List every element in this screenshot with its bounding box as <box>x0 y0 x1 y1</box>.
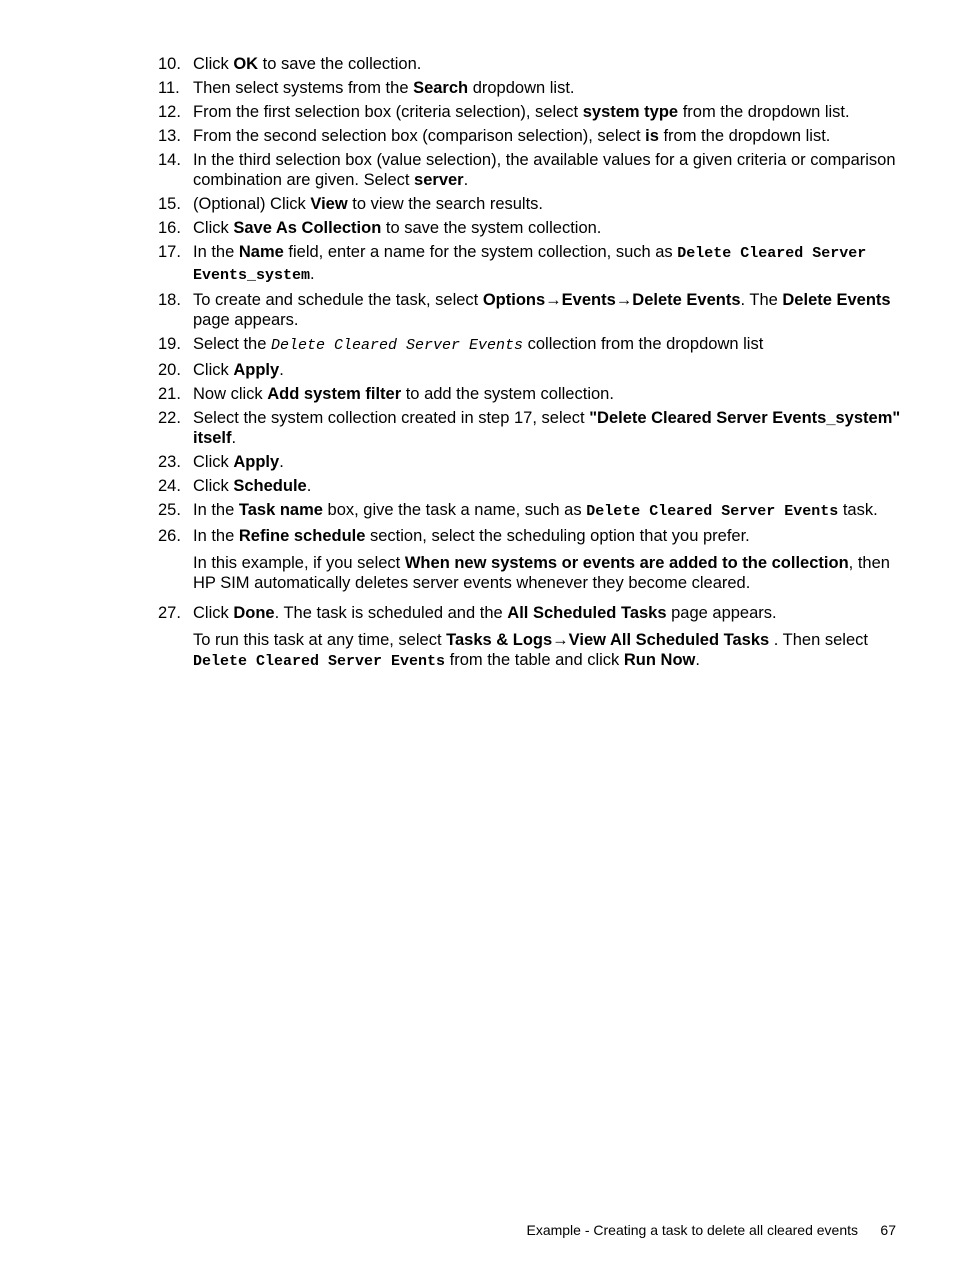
step-note <box>0 553 954 593</box>
step-text <box>193 126 904 146</box>
text-run: . <box>306 477 312 495</box>
step-note <box>0 630 954 672</box>
step-number: 27. <box>158 604 181 622</box>
text-run: to save the system collection. <box>381 219 602 237</box>
step-number: 19. <box>158 335 181 353</box>
text-run: to add the system collection. <box>401 385 614 403</box>
step-text <box>193 408 904 448</box>
text-run: Select the system collection created in step 17, select <box>193 409 590 427</box>
code-literal: Delete Cleared Server Events <box>193 653 446 670</box>
code-literal: Delete Cleared Server Events_system <box>193 245 867 284</box>
text-run: . <box>310 265 315 283</box>
step-text <box>193 603 904 623</box>
step-number: 26. <box>158 527 181 545</box>
step-number: 18. <box>158 291 181 309</box>
text-run: to view the search results. <box>347 195 544 213</box>
step-number: 12. <box>158 103 181 121</box>
ui-term: When new systems or events are added to the collection <box>404 554 849 572</box>
step-text <box>193 526 904 546</box>
text-run: Click <box>193 477 234 495</box>
list-item <box>0 150 954 190</box>
text-run: To run this task at any time, select <box>193 631 447 649</box>
list-item <box>0 476 954 496</box>
step-number: 13. <box>158 127 181 145</box>
ui-term: Search <box>413 79 469 97</box>
step-number: 15. <box>158 195 181 213</box>
text-run: (Optional) Click <box>193 195 311 213</box>
text-run: to save the collection. <box>258 55 422 73</box>
text-run: From the first selection box (criteria selection), select <box>193 103 583 121</box>
ui-term: Apply <box>233 361 280 379</box>
text-run: . Then select <box>769 631 868 649</box>
step-text <box>193 476 904 496</box>
text-run: collection from the dropdown list <box>523 335 764 353</box>
text-run: From the second selection box (comparison selection), select <box>193 127 646 145</box>
text-run: → <box>552 631 569 649</box>
step-text <box>193 194 904 214</box>
list-item <box>0 360 954 380</box>
ui-term: Apply <box>233 453 280 471</box>
ui-term: Task name <box>238 501 323 519</box>
text-run: Then select systems from the <box>193 79 414 97</box>
step-text <box>193 500 904 522</box>
step-number: 16. <box>158 219 181 237</box>
ui-term: Add system filter <box>267 385 402 403</box>
step-number: 23. <box>158 453 181 471</box>
text-run: Click <box>193 604 234 622</box>
list-item <box>0 102 954 122</box>
ui-term: Delete Events <box>632 291 741 309</box>
list-item <box>0 194 954 214</box>
step-text <box>193 78 904 98</box>
document-body <box>0 54 954 682</box>
ui-term: Tasks & Logs <box>446 631 553 649</box>
text-run: . <box>463 171 469 189</box>
text-run: In the <box>193 243 239 261</box>
list-item <box>0 408 954 448</box>
step-number: 24. <box>158 477 181 495</box>
ui-term: Done <box>233 604 275 622</box>
ui-term: "Delete Cleared Server Events_system" itself <box>193 409 901 447</box>
ui-term: Save As Collection <box>233 219 382 237</box>
step-text <box>193 452 904 472</box>
ui-term: All Scheduled Tasks <box>507 604 667 622</box>
text-run: . <box>279 361 284 379</box>
ui-term: Schedule <box>233 477 307 495</box>
ui-term: Events <box>561 291 616 309</box>
ui-term: View All Scheduled Tasks <box>568 631 770 649</box>
text-run: Click <box>193 219 234 237</box>
text-run: In the <box>193 501 239 519</box>
text-run: To create and schedule the task, select <box>193 291 483 309</box>
list-item <box>0 290 954 330</box>
list-item <box>0 78 954 98</box>
text-run: task. <box>838 501 878 519</box>
step-number: 25. <box>158 501 181 519</box>
ui-term: server <box>414 171 464 189</box>
list-item <box>0 126 954 146</box>
step-text <box>193 102 904 122</box>
step-text <box>193 360 904 380</box>
ui-term: system type <box>582 103 679 121</box>
text-run: dropdown list. <box>468 79 575 97</box>
text-run: section, select the scheduling option that you prefer. <box>365 527 750 545</box>
list-item <box>0 500 954 522</box>
step-number: 10. <box>158 55 181 73</box>
text-run: , then HP SIM automatically deletes server events whenever they become cleared. <box>193 554 890 592</box>
step-number: 17. <box>158 243 181 261</box>
text-run: → <box>615 291 633 309</box>
list-item <box>0 452 954 472</box>
code-literal: Delete Cleared Server Events <box>270 337 524 354</box>
step-text <box>193 290 904 330</box>
text-run: field, enter a name for the system collection, such as <box>283 243 678 261</box>
text-run: box, give the task a name, such as <box>322 501 587 519</box>
step-text <box>193 150 904 190</box>
text-run: . <box>279 453 284 471</box>
step-text <box>193 384 904 404</box>
step-text <box>193 54 904 74</box>
list-item <box>0 54 954 74</box>
text-run: from the table and click <box>445 651 624 669</box>
ui-term: Run Now <box>623 651 696 669</box>
ui-term: Name <box>238 243 284 261</box>
page-number: 67 <box>880 1222 896 1238</box>
text-run: In this example, if you select <box>193 554 405 572</box>
list-item <box>0 334 954 356</box>
text-run: . The <box>740 291 783 309</box>
step-number: 11. <box>158 79 180 97</box>
text-run: Now click <box>193 385 268 403</box>
ui-term: is <box>645 127 659 145</box>
text-run: page appears. <box>193 311 299 329</box>
text-run: → <box>545 291 562 309</box>
list-item <box>0 242 954 286</box>
text-run: from the dropdown list. <box>658 127 831 145</box>
text-run: . <box>231 429 237 447</box>
ui-term: Delete Events <box>782 291 891 309</box>
text-run: In the <box>193 527 239 545</box>
step-number: 14. <box>158 151 181 169</box>
ui-term: Options <box>482 291 546 309</box>
step-number: 20. <box>158 361 181 379</box>
step-number: 21. <box>158 385 181 403</box>
text-run: . The task is scheduled and the <box>274 604 508 622</box>
ui-term: OK <box>233 55 259 73</box>
footer-title: Example - Creating a task to delete all cleared events <box>526 1222 858 1238</box>
ui-term: Refine schedule <box>238 527 366 545</box>
text-run: Click <box>193 55 234 73</box>
code-literal: Delete Cleared Server Events <box>586 503 839 520</box>
step-text <box>193 334 904 356</box>
step-text <box>193 218 904 238</box>
text-run: page appears. <box>666 604 777 622</box>
text-run: Click <box>193 361 234 379</box>
list-item <box>0 526 954 546</box>
ui-term: View <box>310 195 348 213</box>
text-run: Select the <box>193 335 271 353</box>
step-number: 22. <box>158 409 181 427</box>
step-text <box>193 242 904 286</box>
text-run: . <box>695 651 700 669</box>
text-run: Click <box>193 453 234 471</box>
text-run: In the third selection box (value selection), the available values for a given criteria or comparison combination are given. Select <box>193 151 896 189</box>
list-item <box>0 218 954 238</box>
list-item <box>0 603 954 623</box>
text-run: from the dropdown list. <box>678 103 850 121</box>
list-item <box>0 384 954 404</box>
